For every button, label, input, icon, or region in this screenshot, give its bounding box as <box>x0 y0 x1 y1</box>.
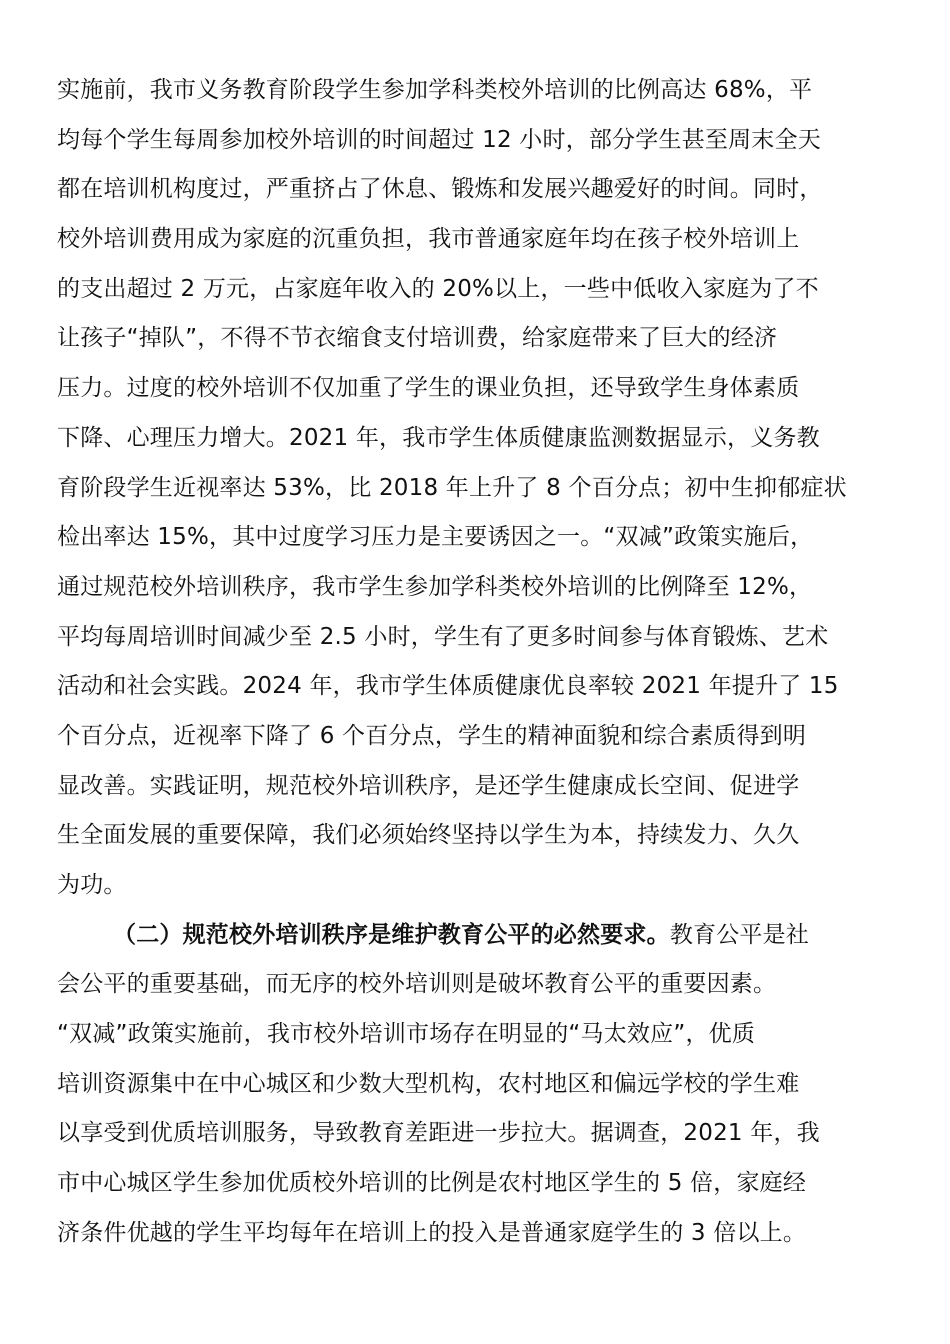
paragraph-line: 培训资源集中在中心城区和少数大型机构，农村地区和偏远学校的学生难 <box>57 1070 800 1097</box>
paragraph-line: 为功。 <box>57 872 127 898</box>
paragraph-line: 个百分点，近视率下降了 6 个百分点，学生的精神面貌和综合素质得到明 <box>57 722 807 749</box>
paragraph-line: 通过规范校外培训秩序，我市学生参加学科类校外培训的比例降至 12%， <box>57 573 813 600</box>
paragraph-line: 活动和社会实践。2024 年，我市学生体质健康优良率较 2021 年提升了 15 <box>57 673 839 700</box>
paragraph-line: 均每个学生每周参加校外培训的时间超过 12 小时，部分学生甚至周末全天 <box>57 126 821 153</box>
paragraph-line: 会公平的重要基础，而无序的校外培训则是破坏教育公平的重要因素。 <box>57 971 777 998</box>
paragraph-line: 压力。过度的校外培训不仅加重了学生的课业负担，还导致学生身体素质 <box>57 375 800 402</box>
paragraph-line: 校外培训费用成为家庭的沉重负担，我市普通家庭年均在孩子校外培训上 <box>57 226 800 253</box>
paragraph-line: 检出率达 15%，其中过度学习压力是主要诱因之一。“双减”政策实施后， <box>57 524 814 551</box>
document-body <box>57 66 895 1259</box>
paragraph-line: 生全面发展的重要保障，我们必须始终坚持以学生为本，持续发力、久久 <box>57 822 800 849</box>
paragraph-line: 育阶段学生近视率达 53%，比 2018 年上升了 8 个百分点；初中生抑郁症状 <box>57 474 847 501</box>
paragraph-line: 平均每周培训时间减少至 2.5 小时，学生有了更多时间参与体育锻炼、艺术 <box>57 623 829 650</box>
paragraph-line: “双减”政策实施前，我市校外培训市场存在明显的“马太效应”，优质 <box>57 1021 756 1048</box>
paragraph-line: 的支出超过 2 万元，占家庭年收入的 20%以上，一些中低收入家庭为了不 <box>57 275 819 302</box>
paragraph-line: 市中心城区学生参加优质校外培训的比例是农村地区学生的 5 倍，家庭经 <box>57 1170 807 1197</box>
paragraph-line: 实施前，我市义务教育阶段学生参加学科类校外培训的比例高达 68%，平 <box>57 77 813 103</box>
paragraph-line: 以享受到优质培训服务，导致教育差距进一步拉大。据调查，2021 年，我 <box>57 1120 820 1147</box>
section-first-line-text: 教育公平是社 <box>669 921 810 948</box>
paragraph-line: 济条件优越的学生平均每年在培训上的投入是普通家庭学生的 3 倍以上。 <box>57 1219 807 1246</box>
paragraph-line: 都在培训机构度过，严重挤占了休息、锻炼和发展兴趣爱好的时间。同时， <box>57 176 823 203</box>
section-first-line <box>57 911 895 961</box>
paragraph-line: 下降、心理压力增大。2021 年，我市学生体质健康监测数据显示，义务教 <box>57 424 820 451</box>
paragraph-line: 让孩子“掉队”，不得不节衣缩食支付培训费，给家庭带来了巨大的经济 <box>57 325 778 352</box>
section-heading: （二）规范校外培训秩序是维护教育公平的必然要求。 <box>113 921 670 948</box>
paragraph-line: 显改善。实践证明，规范校外培训秩序，是还学生健康成长空间、促进学 <box>57 772 800 799</box>
